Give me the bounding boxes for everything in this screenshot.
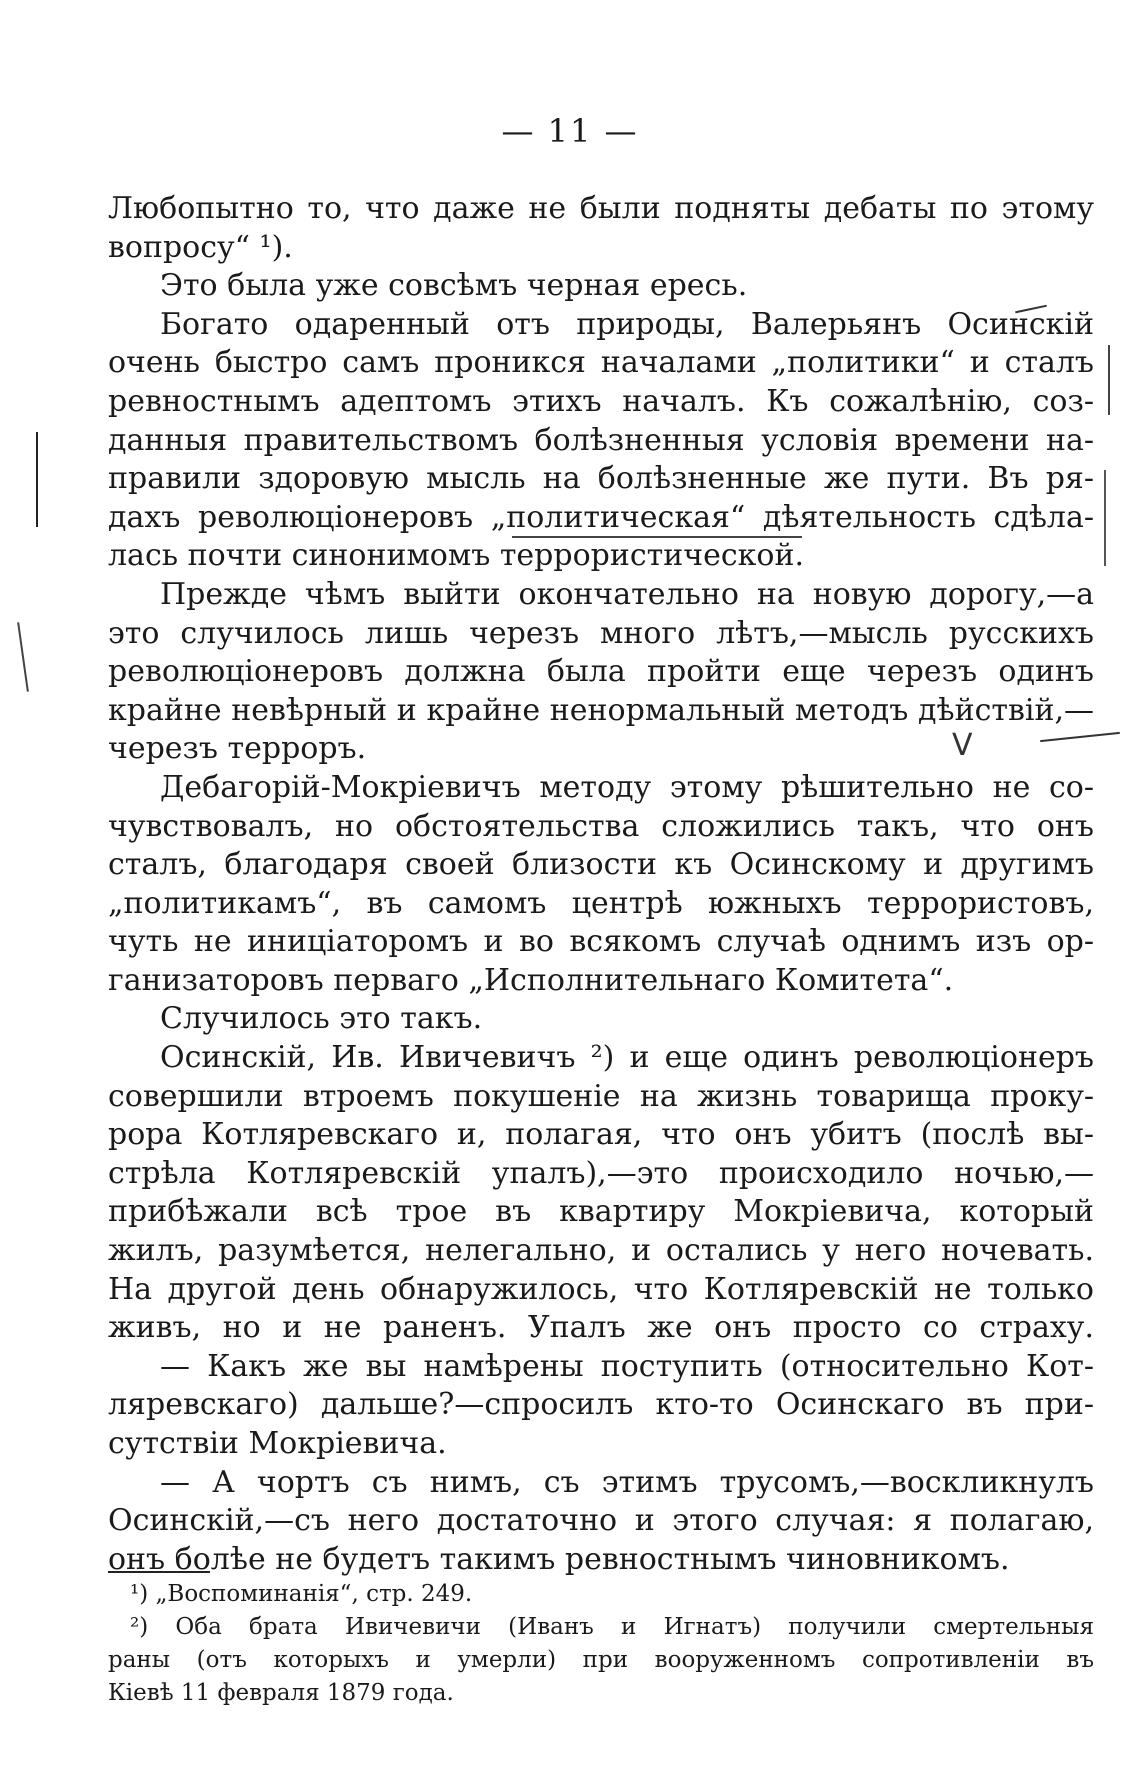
margin-pencil-mark — [17, 622, 29, 692]
margin-pencil-mark — [36, 432, 38, 527]
text-line: Любопытно то, что даже не были подняты дебаты по этому — [108, 191, 1094, 226]
text-line: — Какъ же вы намѣрены поступить (относительно Кот- — [160, 1348, 1094, 1384]
margin-pencil-mark — [1108, 345, 1110, 415]
margin-pencil-mark: V — [952, 728, 973, 763]
text-line: — А чортъ съ нимъ, съ этимъ трусомъ,—воскликнулъ — [160, 1464, 1094, 1500]
text-line: стрѣла Котляревскій упалъ),—это происходило ночью,— — [108, 1155, 1094, 1191]
body-text — [108, 190, 1094, 1579]
text-line: ляревскаго) дальше?—спросилъ кто-то Осинскаго въ при- — [108, 1387, 1094, 1423]
text-line: дахъ революціонеровъ „политическая“ дѣятельность сдѣла- — [108, 499, 1094, 535]
text-line: рора Котляревскаго и, полагая, что онъ убитъ (послѣ вы- — [108, 1117, 1094, 1153]
footnote-rule — [108, 1571, 210, 1573]
text-line: совершили втроемъ покушеніе на жизнь товарища проку- — [108, 1078, 1094, 1114]
footnote-line: Кіевѣ 11 февраля 1879 года. — [108, 1680, 454, 1706]
text-line: ганизаторовъ перваго „Исполнительнаго Комитета“. — [108, 962, 954, 998]
text-line: Случилось это такъ. — [160, 1001, 483, 1037]
text-line: ревностнымъ адептомъ этихъ началъ. Къ сожалѣнію, соз- — [108, 383, 1094, 419]
text-line: сутствіи Мокріевича. — [108, 1426, 447, 1461]
text-line: сталъ, благодаря своей близости къ Осинскому и другимъ — [108, 847, 1094, 883]
text-line: черезъ терроръ. — [108, 731, 367, 767]
text-line: онъ болѣе не будетъ такимъ ревностнымъ чиновникомъ. — [108, 1541, 1010, 1577]
text-line: очень быстро самъ проникся началами „политики“ и сталъ — [108, 345, 1094, 381]
text-line: это случилось лишь черезъ много лѣтъ,—мысль русскихъ — [108, 615, 1094, 651]
text-line: правили здоровую мысль на болѣзненные же пути. Въ ря- — [108, 461, 1094, 497]
footnote-line: ¹) „Воспоминанія“, стр. 249. — [130, 1581, 473, 1607]
text-line: „политикамъ“, въ самомъ центрѣ южныхъ террористовъ, — [108, 885, 1094, 921]
footnote-line: ²) Оба брата Ивичевичи (Иванъ и Игнатъ) получили смертельныя — [130, 1614, 1094, 1640]
text-line: лась почти синонимомъ террористической. — [108, 538, 804, 574]
text-line: крайне невѣрный и крайне ненормальный методъ дѣйствій,— — [108, 692, 1094, 728]
text-line: Осинскій, Ив. Ивичевичъ ²) и еще одинъ революціонеръ — [160, 1040, 1094, 1076]
text-line: чуть не иниціаторомъ и во всякомъ случаѣ однимъ изъ ор- — [108, 924, 1094, 960]
text-line: живъ, но и не раненъ. Упалъ же онъ просто со страху. — [108, 1310, 1094, 1346]
text-line: жилъ, разумѣется, нелегально, и остались у него ночевать. — [108, 1233, 1094, 1269]
margin-pencil-mark — [512, 536, 802, 538]
text-line: На другой день обнаружилось, что Котляревскій не только — [108, 1271, 1094, 1307]
text-line: Это была уже совсѣмъ черная ересь. — [160, 268, 748, 304]
text-line: Дебагорій-Мокріевичъ методу этому рѣшительно не со- — [160, 769, 1094, 805]
text-line: Прежде чѣмъ выйти окончательно на новую дорогу,—а — [160, 576, 1094, 612]
text-line: Богато одаренный отъ природы, Валерьянъ Осинскій — [160, 306, 1094, 342]
footnote-line: раны (отъ которыхъ и умерли) при вооруженномъ сопротивленіи въ — [108, 1647, 1094, 1673]
text-line: Осинскій,—съ него достаточно и этого случая: я полагаю, — [108, 1503, 1094, 1539]
text-line: революціонеровъ должна была пройти еще черезъ одинъ — [108, 654, 1094, 690]
margin-pencil-mark — [1104, 470, 1106, 566]
text-line: данныя правительствомъ болѣзненныя условія времени на- — [108, 422, 1094, 458]
text-line: чувствовалъ, но обстоятельства сложились такъ, что онъ — [108, 808, 1094, 844]
text-line: вопросу“ ¹). — [108, 229, 293, 265]
footnotes — [108, 1578, 1094, 1710]
page-number: — 11 — — [501, 112, 639, 150]
text-line: прибѣжали всѣ трое въ квартиру Мокріевича, который — [108, 1194, 1094, 1230]
